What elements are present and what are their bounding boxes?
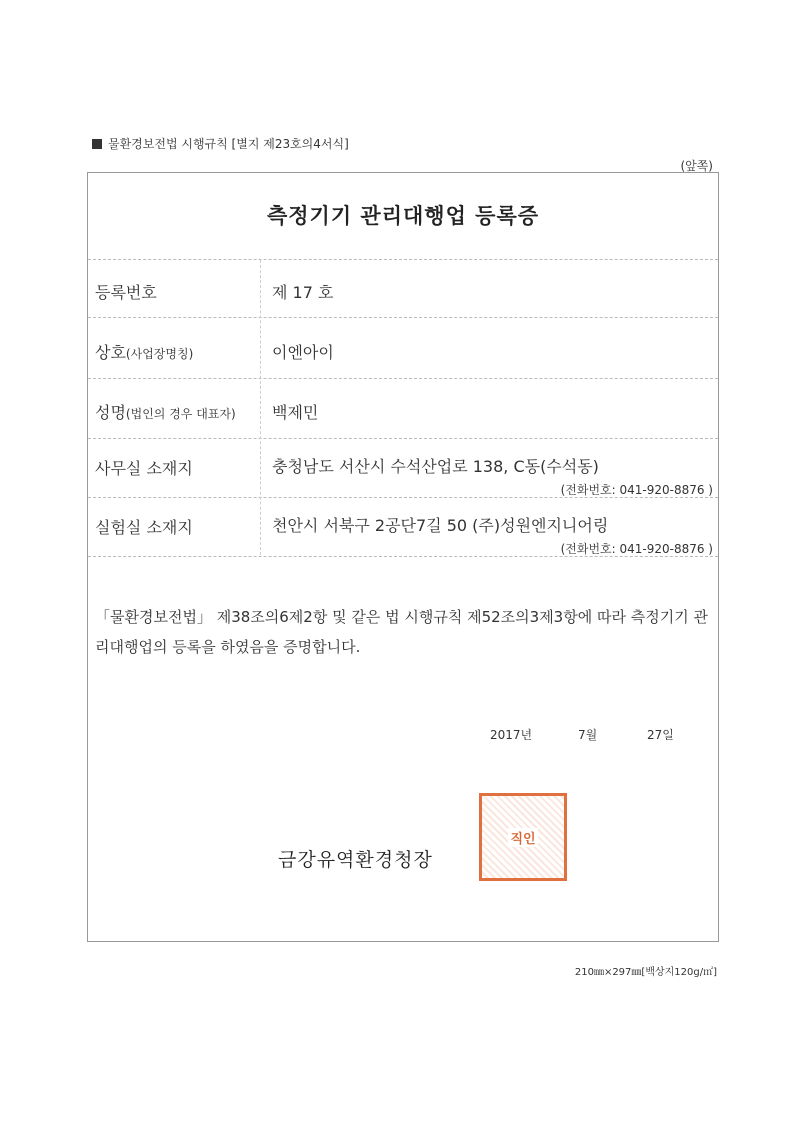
official-seal-stamp: 직인 [479, 793, 567, 881]
field-label-office-address: 사무실 소재지 [95, 459, 193, 478]
issuer-name: 금강유역환경청장 [278, 849, 433, 871]
date-month: 7월 [578, 728, 598, 742]
divider [88, 378, 718, 379]
field-value-lab-address: 천안시 서북구 2공단7길 50 (주)성원엔지니어링 [272, 516, 609, 535]
certification-statement: 「물환경보전법」 제38조의6제2항 및 같은 법 시행규칙 제52조의3제3항에 따라 측정기기 관리대행업의 등록을 하였음을 증명합니다. [95, 608, 708, 656]
field-value-office-address: 충청남도 서산시 수석산업로 138, C동(수석동) [272, 457, 599, 476]
field-label-business-name: 상호(사업장명칭) [95, 343, 194, 362]
divider [88, 259, 718, 260]
field-label-registration-number: 등록번호 [95, 283, 157, 302]
document-title: 측정기기 관리대행업 등록증 [266, 204, 540, 228]
lab-phone: (전화번호: 041-920-8876 ) [560, 542, 713, 556]
divider [88, 438, 718, 439]
office-phone: (전화번호: 041-920-8876 ) [560, 483, 713, 497]
divider [88, 317, 718, 318]
paper-spec: 210㎜×297㎜[백상지120g/㎡] [574, 967, 717, 978]
field-label-representative: 성명(법인의 경우 대표자) [95, 403, 236, 422]
field-value-business-name: 이엔아이 [272, 343, 334, 362]
certificate-frame [87, 172, 719, 942]
form-reference: 물환경보전법 시행규칙 [별지 제23호의4서식] [92, 135, 349, 152]
date-year: 2017년 [490, 728, 533, 742]
field-value-representative: 백제민 [272, 403, 319, 422]
date-day: 27일 [647, 728, 674, 742]
field-label-lab-address: 실험실 소재지 [95, 518, 193, 537]
column-divider [260, 260, 261, 555]
square-bullet-icon [92, 139, 102, 149]
field-value-registration-number: 제 17 호 [272, 283, 334, 302]
page-side-label: (앞쪽) [680, 159, 713, 173]
